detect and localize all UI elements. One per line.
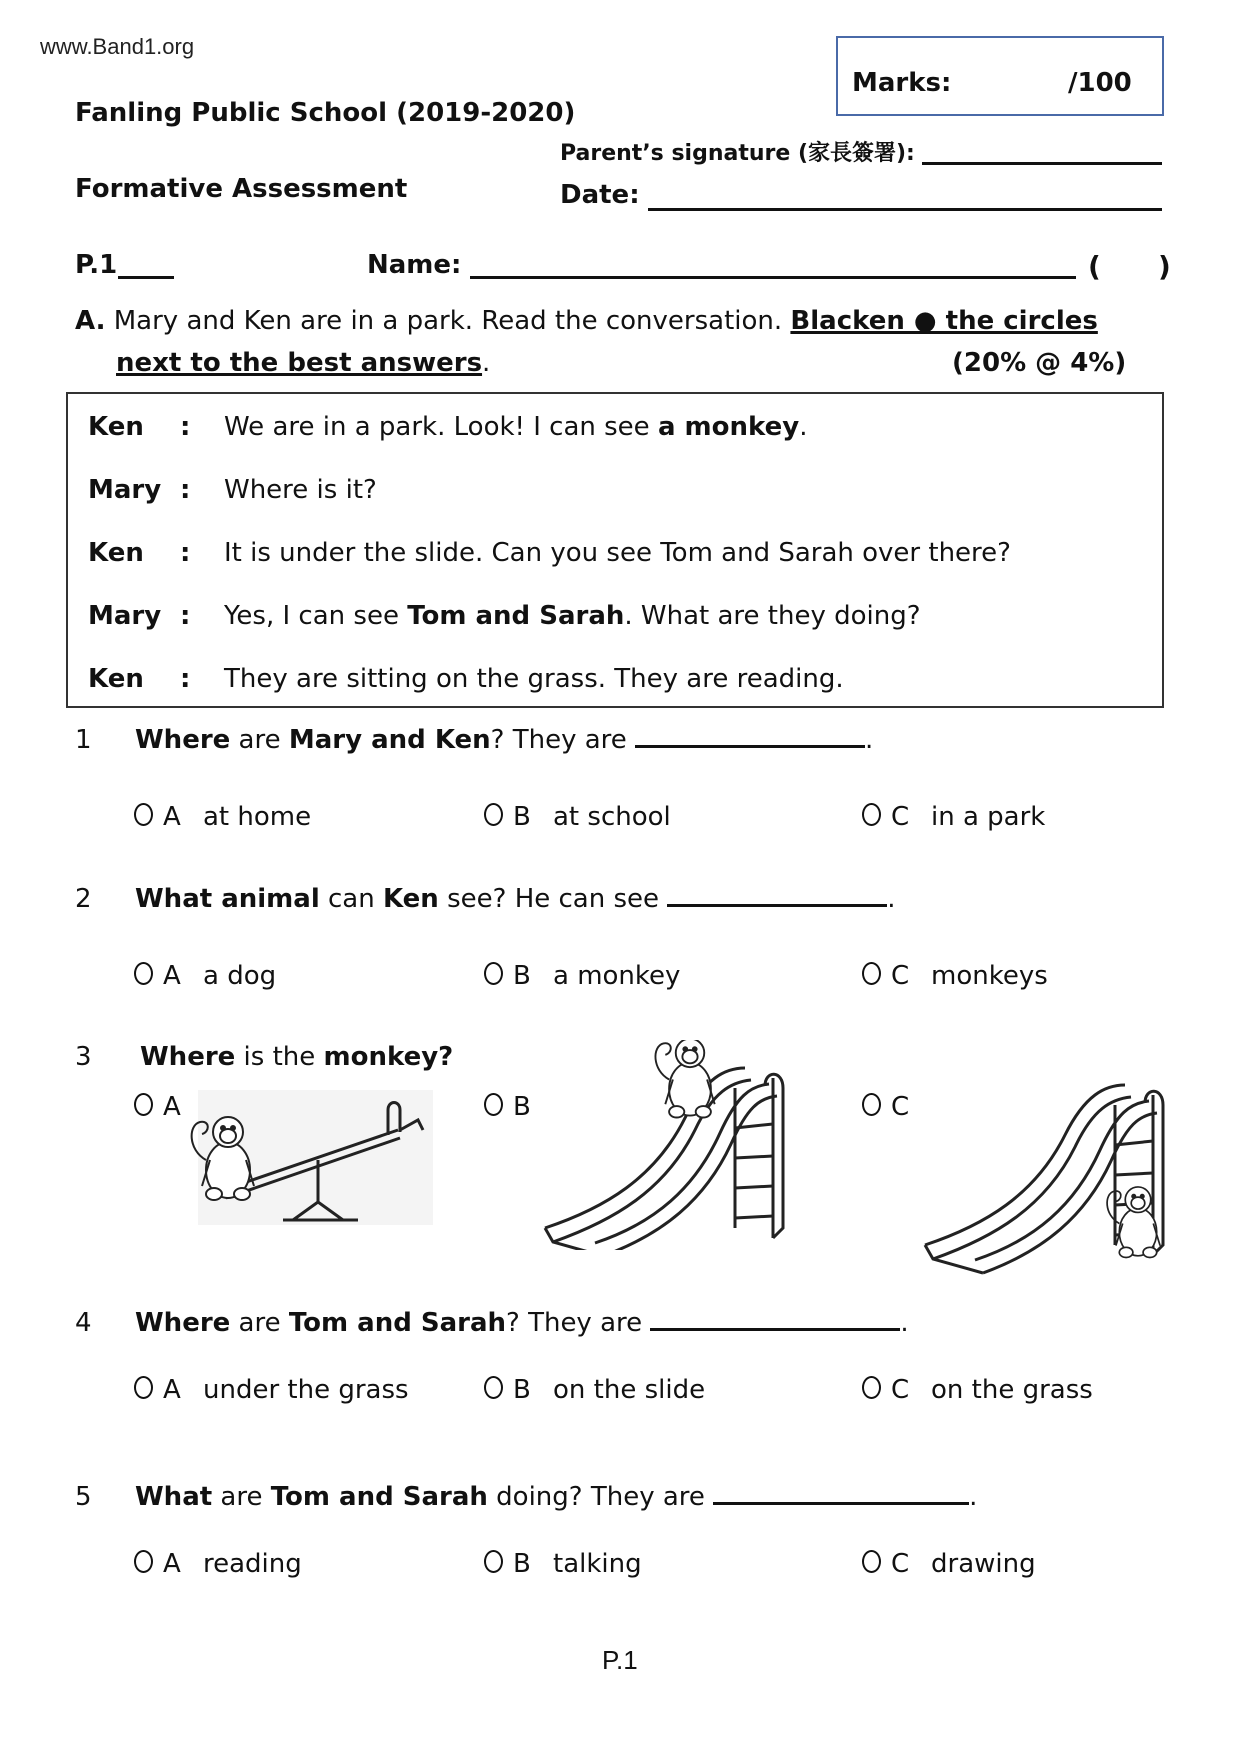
monkey-on-seesaw-image (168, 1090, 438, 1239)
dialogue-text (224, 601, 921, 631)
option-text: a monkey (553, 961, 681, 991)
question-end: . (969, 1482, 978, 1512)
answer-radio-circle[interactable] (484, 962, 503, 985)
school-title: Fanling Public School (2019-2020) (75, 98, 576, 128)
dialogue-text-part: It is under the slide. Can you see Tom and Sarah over there? (224, 538, 1011, 568)
option-letter: B (513, 1549, 531, 1579)
option-text: at school (553, 802, 671, 832)
answer-radio-circle[interactable] (134, 1093, 153, 1116)
question-text-part: are (230, 725, 289, 755)
answer-radio-circle[interactable] (134, 1376, 153, 1399)
question-text-bold: Where (135, 1308, 231, 1338)
answer-radio-circle[interactable] (862, 803, 881, 826)
parent-signature-label: Parent’s signature (家長簽署): (560, 141, 915, 166)
question-text-bold: Tom and Sarah (270, 1482, 488, 1512)
option-letter: B (513, 961, 531, 991)
answer-option[interactable] (484, 802, 671, 832)
option-letter: C (891, 961, 910, 991)
answer-blank (650, 1308, 900, 1331)
dialogue-text-part: We are in a park. Look! I can see (224, 412, 658, 442)
question-number: 3 (75, 1042, 92, 1072)
option-letter: C (891, 1092, 910, 1122)
section-a-instruction (75, 306, 1098, 336)
answer-radio-circle[interactable] (134, 1550, 153, 1573)
question-text-part: can (319, 884, 383, 914)
answer-option[interactable] (484, 961, 680, 991)
dialogue-text (224, 412, 807, 442)
answer-option[interactable] (134, 961, 276, 991)
option-letter: A (163, 1092, 181, 1122)
question-end: . (900, 1308, 909, 1338)
speaker-name: Mary (88, 475, 162, 505)
option-text: monkeys (931, 961, 1048, 991)
answer-option[interactable] (134, 1549, 302, 1579)
answer-radio-circle[interactable] (862, 1093, 881, 1116)
question-text (140, 1042, 453, 1072)
option-text: on the grass (931, 1375, 1093, 1405)
section-a-instruction-line2 (116, 348, 490, 378)
speaker-name: Ken (88, 538, 144, 568)
answer-option[interactable] (484, 1375, 705, 1405)
parent-signature-field[interactable] (922, 162, 1162, 165)
name-label: Name: (367, 250, 462, 280)
marks-total: /100 (1068, 68, 1132, 98)
dialogue-text-part: They are sitting on the grass. They are reading. (224, 664, 844, 694)
option-letter: C (891, 802, 910, 832)
option-letter: C (891, 1375, 910, 1405)
option-letter: B (513, 1375, 531, 1405)
option-text: talking (553, 1549, 642, 1579)
question-text-part: is the (235, 1042, 324, 1072)
question-text (135, 725, 873, 755)
dialogue-text (224, 538, 1011, 568)
answer-blank (635, 725, 865, 748)
instruction-end: . (482, 348, 491, 378)
question-text (135, 1308, 909, 1338)
date-label: Date: (560, 180, 640, 210)
date-field[interactable] (648, 208, 1162, 211)
speaker-colon: : (180, 664, 191, 694)
answer-option[interactable] (862, 961, 1048, 991)
page-number: P.1 (602, 1645, 638, 1675)
name-field[interactable] (470, 276, 1076, 279)
monkey-on-top-of-slide-image (540, 1040, 820, 1254)
question-text (135, 884, 896, 914)
answer-radio-circle[interactable] (484, 1376, 503, 1399)
option-text: on the slide (553, 1375, 706, 1405)
section-weighting: (20% @ 4%) (952, 348, 1127, 378)
question-number: 1 (75, 725, 92, 755)
assessment-title: Formative Assessment (75, 174, 408, 204)
answer-radio-circle[interactable] (862, 1550, 881, 1573)
option-text: in a park (931, 802, 1046, 832)
website-url: www.Band1.org (40, 34, 195, 59)
option-letter: A (163, 1375, 181, 1405)
answer-option[interactable] (862, 802, 1045, 832)
speaker-colon: : (180, 475, 191, 505)
answer-option[interactable] (862, 1549, 1036, 1579)
question-text-part: are (212, 1482, 271, 1512)
class-field[interactable] (118, 276, 174, 279)
question-text-bold: What animal (135, 884, 320, 914)
class-label: P.1 (75, 250, 118, 280)
answer-radio-circle[interactable] (484, 1550, 503, 1573)
answer-radio-circle[interactable] (484, 1093, 503, 1116)
speaker-name: Ken (88, 412, 144, 442)
speaker-colon: : (180, 412, 191, 442)
question-text (135, 1482, 977, 1512)
question-text-part: ? They are (490, 725, 636, 755)
answer-option[interactable] (134, 802, 311, 832)
dialogue-text-part: Where is it? (224, 475, 377, 505)
answer-option[interactable] (134, 1375, 409, 1405)
question-text-part: see? He can see (438, 884, 668, 914)
question-end: . (865, 725, 874, 755)
question-text-part: are (230, 1308, 289, 1338)
class-number-paren-close: ) (1158, 250, 1171, 283)
instruction-emphasis-2: next to the best answers (116, 348, 483, 378)
question-end: . (887, 884, 896, 914)
question-text-bold: Where (135, 725, 231, 755)
dialogue-text-part: . What are they doing? (624, 601, 921, 631)
option-letter: A (163, 802, 181, 832)
section-letter: A. (75, 306, 106, 336)
question-text-bold: What (135, 1482, 213, 1512)
speaker-name: Ken (88, 664, 144, 694)
option-letter: A (163, 1549, 181, 1579)
dialogue-text (224, 664, 844, 694)
dialogue-text-part: . (799, 412, 808, 442)
question-text-part: ? They are (506, 1308, 651, 1338)
question-number: 4 (75, 1308, 92, 1338)
option-letter: C (891, 1549, 910, 1579)
speaker-name: Mary (88, 601, 162, 631)
option-text: at home (203, 802, 312, 832)
option-text: under the grass (203, 1375, 409, 1405)
dialogue-text-part: Yes, I can see (224, 601, 408, 631)
question-text-bold: Where (140, 1042, 236, 1072)
class-number-paren-open: ( (1088, 250, 1101, 283)
answer-blank (667, 884, 887, 907)
question-number: 5 (75, 1482, 92, 1512)
question-text-bold: monkey? (323, 1042, 454, 1072)
answer-radio-circle[interactable] (134, 962, 153, 985)
instruction-text: Mary and Ken are in a park. Read the conversation. (113, 306, 783, 336)
answer-radio-circle[interactable] (134, 803, 153, 826)
answer-radio-circle[interactable] (862, 962, 881, 985)
answer-radio-circle[interactable] (484, 803, 503, 826)
option-text: drawing (931, 1549, 1036, 1579)
answer-blank (713, 1482, 969, 1505)
option-text: reading (203, 1549, 302, 1579)
question-number: 2 (75, 884, 92, 914)
question-text-bold: Tom and Sarah (288, 1308, 507, 1338)
marks-label: Marks: (852, 68, 952, 98)
option-text: a dog (203, 961, 277, 991)
question-text-part: doing? They are (487, 1482, 714, 1512)
question-text-bold: Ken (382, 884, 439, 914)
monkey-under-slide-image (920, 1075, 1190, 1289)
dialogue-text (224, 475, 377, 505)
option-letter: B (513, 802, 531, 832)
dialogue-text-bold: a monkey (657, 412, 800, 442)
option-letter: B (513, 1092, 531, 1122)
answer-option[interactable] (862, 1375, 1093, 1405)
speaker-colon: : (180, 601, 191, 631)
instruction-emphasis-1: Blacken ● the circles (790, 306, 1098, 336)
answer-radio-circle[interactable] (862, 1376, 881, 1399)
option-letter: A (163, 961, 181, 991)
answer-option[interactable] (484, 1549, 642, 1579)
dialogue-text-bold: Tom and Sarah (407, 601, 625, 631)
speaker-colon: : (180, 538, 191, 568)
question-text-bold: Mary and Ken (288, 725, 491, 755)
